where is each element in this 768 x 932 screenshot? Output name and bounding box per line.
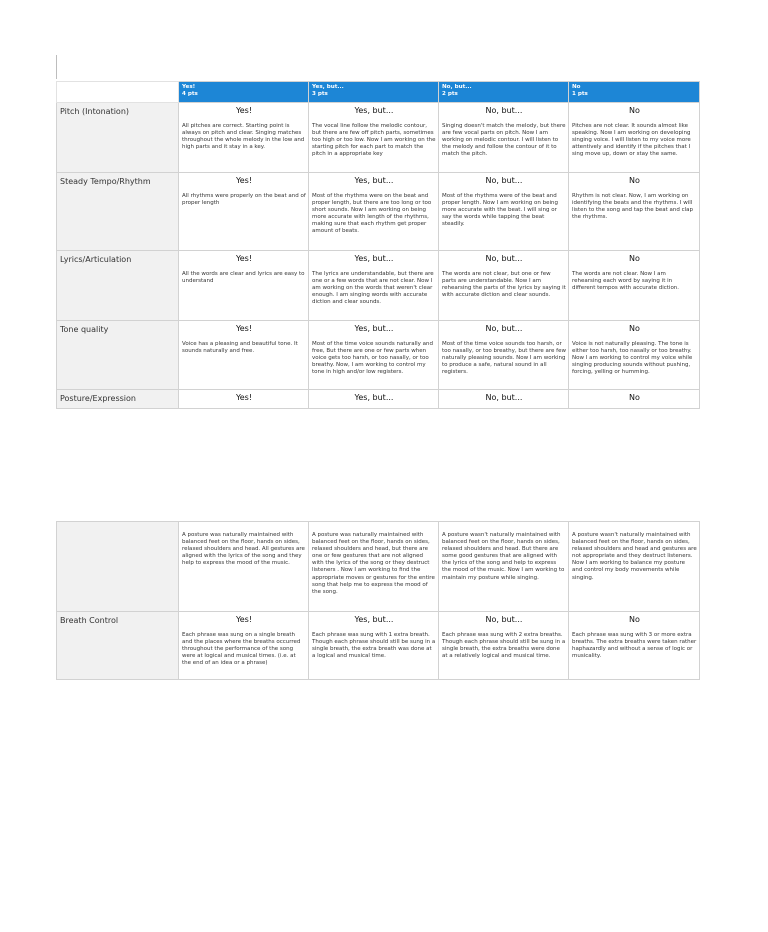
level-label: No, but... — [485, 106, 523, 115]
rubric-table-page-2 — [56, 521, 700, 680]
level-label: No — [629, 254, 640, 263]
level-label: No — [629, 324, 640, 333]
criterion-row-breath — [57, 612, 700, 680]
header-points: 4 pts — [182, 91, 198, 97]
level-description: Voice is not naturally pleasing. The tone is either too harsh, too nasally or too breathy. Now I am working to control my voice while singing producing sounds without pushing, forcing, yelling or humming. — [572, 341, 693, 376]
level-label: Yes! — [235, 176, 253, 185]
criterion-name: Lyrics/Articulation — [57, 251, 179, 321]
rubric-cell — [309, 612, 439, 680]
level-label: No — [629, 615, 640, 624]
rubric-cell — [309, 173, 439, 251]
rubric-cell — [439, 173, 569, 251]
level-label: No — [629, 393, 640, 402]
criterion-name-empty — [57, 522, 179, 612]
level-description: Each phrase was sung with 1 extra breath. Though each phrase should still be sung in a single breath, the extra breath was done at a logical and musical time. — [312, 632, 436, 660]
criterion-name: Steady Tempo/Rhythm — [57, 173, 179, 251]
criterion-name: Tone quality — [57, 321, 179, 390]
level-description: The vocal line follow the melodic contour, but there are few off pitch parts, sometimes too high or too low. Now I am working on the starting pitch for each part to match the pitch in a appropriate key — [312, 123, 436, 158]
header-title: No, but... — [442, 84, 472, 90]
rubric-cell — [179, 103, 309, 173]
level-description: Most of the time voice sounds too harsh, or too nasally, or too breathy, but there are few naturally pleasing sounds. Now I am working to produce a safe, natural sound in all registers. — [442, 341, 566, 376]
header-title: No — [572, 84, 581, 90]
header-points: 1 pts — [572, 91, 588, 97]
criterion-row-posture-continued — [57, 522, 700, 612]
criterion-name: Pitch (Intonation) — [57, 103, 179, 173]
level-description: Voice has a pleasing and beautiful tone. It sounds naturally and free. — [182, 341, 298, 355]
level-description: All rhythms were properly on the beat and of proper length — [182, 193, 306, 207]
level-label: Yes, but... — [354, 254, 394, 263]
rubric-cell — [569, 321, 700, 390]
header-title: Yes! — [182, 84, 196, 90]
page-margin-line — [56, 55, 57, 79]
header-level-yes — [179, 82, 309, 103]
level-label: Yes! — [235, 254, 253, 263]
level-description: All the words are clear and lyrics are easy to understand — [182, 271, 305, 285]
rubric-cell — [439, 103, 569, 173]
rubric-cell — [179, 173, 309, 251]
rubric-cell — [439, 390, 569, 409]
level-label: Yes, but... — [354, 393, 394, 402]
level-description: A posture wasn't naturally maintained with balanced feet on the floor, hands on sides, relaxed shoulders and head and gestures are not appropriate and they destruct listeners. Now I am working to balance my posture and control my body movements while singing. — [572, 532, 697, 581]
level-label: Yes! — [235, 615, 253, 624]
level-description: Most of the rhythms were of the beat and proper length. Now I am working on being more accurate with the beat. I will sing or say the words while tapping the beat steadily. — [442, 193, 559, 228]
rubric-cell — [179, 522, 309, 612]
level-description: A posture was naturally maintained with balanced feet on the floor, hands on sides, relaxed shoulders and head. All gestures are aligned with the lyrics of the song and they help to express the mood of the music. — [182, 532, 305, 567]
rubric-cell — [179, 251, 309, 321]
header-blank-cell — [57, 82, 179, 103]
criterion-row-tempo-rhythm — [57, 173, 700, 251]
header-level-no-but — [439, 82, 569, 103]
level-description: All pitches are correct. Starting point is always on pitch and clear. Singing matches throughout the whole melody in the low and high parts and it stay in a key. — [182, 123, 305, 151]
level-description: The words are not clear, but one or few parts are understandable. Now I am rehearsing the parts of the lyrics by saying it with accurate diction and clear sounds. — [442, 271, 566, 299]
criterion-row-posture — [57, 390, 700, 409]
level-description: A posture wasn't naturally maintained with balanced feet on the floor, hands on sides, relaxed shoulders and head. But there are some good gestures that are aligned with the lyrics of the song and help to express the mood of the music. Now I am working to maintain my posture while singing. — [442, 532, 565, 581]
level-label: Yes! — [235, 106, 253, 115]
rubric-cell — [569, 251, 700, 321]
level-description: Most of the rhythms were on the beat and proper length, but there are too long or too short sounds. Now I am working on being more accurate with length of the rhythms, making sure that each rhythm get proper amount of beats. — [312, 193, 432, 235]
rubric-cell — [569, 612, 700, 680]
level-label: No — [629, 176, 640, 185]
level-label: No, but... — [485, 393, 523, 402]
level-description: Singing doesn't match the melody, but there are few vocal parts on pitch. Now I am working on melodic contour. I will listen to the melody and follow the contour of it to match the pitch. — [442, 123, 566, 158]
rubric-cell — [179, 612, 309, 680]
level-description: The lyrics are understandable, but there are one or a few words that are not clear. Now I am working on the words that weren't clear enough. I am singing words with accurate diction and clear sounds. — [312, 271, 434, 306]
level-label: Yes, but... — [354, 106, 394, 115]
rubric-cell — [179, 390, 309, 409]
rubric-cell — [439, 251, 569, 321]
criterion-row-lyrics — [57, 251, 700, 321]
rubric-cell — [569, 390, 700, 409]
rubric-cell — [309, 390, 439, 409]
rubric-cell — [179, 321, 309, 390]
rubric-cell — [309, 522, 439, 612]
level-label: No, but... — [485, 615, 523, 624]
level-description: The words are not clear. Now I am rehearsing each word by saying it in different tempos with accurate diction. — [572, 271, 680, 292]
level-label: No, but... — [485, 176, 523, 185]
level-label: Yes, but... — [354, 615, 394, 624]
level-label: No, but... — [485, 324, 523, 333]
rubric-cell — [309, 251, 439, 321]
level-label: Yes! — [235, 324, 253, 333]
level-description: A posture was naturally maintained with balanced feet on the floor, hands on sides, relaxed shoulders and head, but there are one or few gestures that are not aligned with the lyrics of the song or they destruct listeners . Now I am working to find the appropriate moves or gestures for the entire song that help me to express the mood of the song. — [312, 532, 435, 595]
level-description: Each phrase was sung on a single breath and the places where the breaths occurred throughout the performance of the song were at logical and musical times. (i.e. at the end of an idea or a phrase) — [182, 632, 301, 667]
rubric-cell — [439, 321, 569, 390]
rubric-cell — [309, 321, 439, 390]
rubric-table-page-1 — [56, 81, 700, 409]
criterion-row-tone — [57, 321, 700, 390]
criterion-name: Breath Control — [57, 612, 179, 680]
header-level-no — [569, 82, 700, 103]
level-description: Most of the time voice sounds naturally and free, But there are one or few parts when voice gets too harsh, or too nasally, or too breathy. Now, I am working to control my tone in high and/or low registers. — [312, 341, 434, 376]
header-points: 3 pts — [312, 91, 328, 97]
level-description: Each phrase was sung with 3 or more extra breaths. The extra breaths were taken rather haphazardly and without a sense of logic or musicality. — [572, 632, 697, 660]
rubric-header-row — [57, 82, 700, 103]
criterion-row-pitch — [57, 103, 700, 173]
header-title: Yes, but... — [312, 84, 344, 90]
criterion-name: Posture/Expression — [57, 390, 179, 409]
level-label: Yes! — [235, 393, 253, 402]
rubric-cell — [569, 173, 700, 251]
rubric-cell — [309, 103, 439, 173]
level-label: No — [629, 106, 640, 115]
level-description: Each phrase was sung with 2 extra breaths. Though each phrase should still be sung in a single breath, the extra breaths were done at a relatively logical and musical time. — [442, 632, 566, 660]
rubric-cell — [439, 522, 569, 612]
level-description: Pitches are not clear. It sounds almost like speaking. Now I am working on developing singing voice. I will listen to my voice more attentively and identify if the pitches that I sing move up, down or stay the same. — [572, 123, 691, 158]
rubric-cell — [569, 522, 700, 612]
level-label: No, but... — [485, 254, 523, 263]
header-points: 2 pts — [442, 91, 458, 97]
rubric-cell — [439, 612, 569, 680]
level-description: Rhythm is not clear. Now, I am working on identifying the beats and the rhythms. I will listen to the song and tap the beat and clap the rhythms. — [572, 193, 693, 221]
header-level-yes-but — [309, 82, 439, 103]
level-label: Yes, but... — [354, 324, 394, 333]
rubric-cell — [569, 103, 700, 173]
level-label: Yes, but... — [354, 176, 394, 185]
